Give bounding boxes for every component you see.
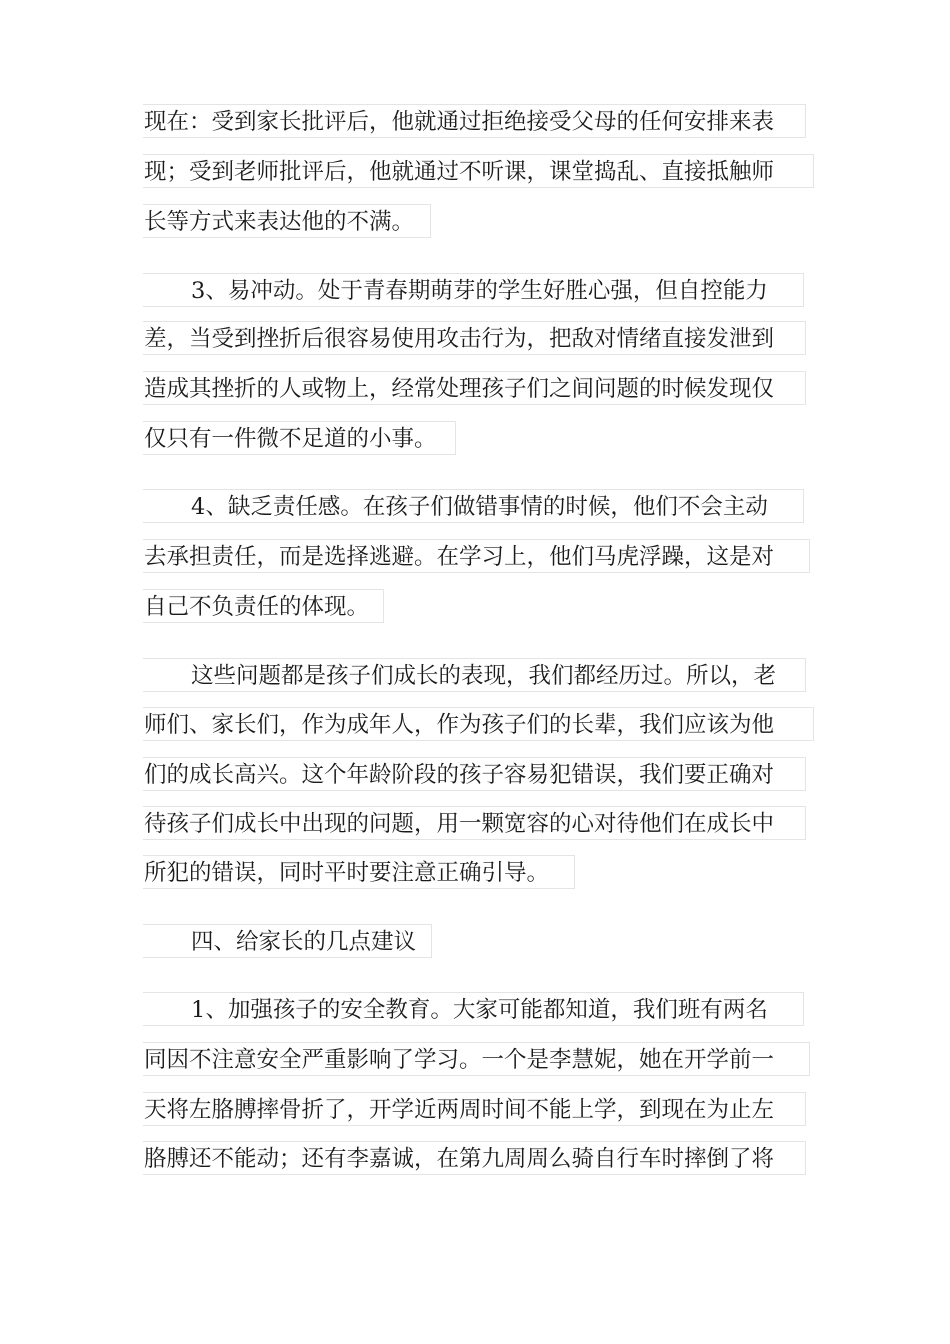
text-line: 所犯的错误，同时平时要注意正确引导。 (143, 855, 575, 889)
text-line: 4、缺乏责任感。在孩子们做错事情的时候，他们不会主动 (143, 489, 804, 523)
text-line: 们的成长高兴。这个年龄阶段的孩子容易犯错误，我们要正确对 (143, 757, 806, 791)
text-line: 师们、家长们，作为成年人，作为孩子们的长辈，我们应该为他 (143, 707, 814, 741)
text-line: 差，当受到挫折后很容易使用攻击行为，把敌对情绪直接发泄到 (143, 321, 806, 355)
text-line: 去承担责任，而是选择逃避。在学习上，他们马虎浮躁，这是对 (143, 539, 810, 573)
text-line: 同因不注意安全严重影响了学习。一个是李慧妮，她在开学前一 (143, 1042, 810, 1076)
text-line: 这些问题都是孩子们成长的表现，我们都经历过。所以，老 (143, 658, 806, 692)
text-line: 胳膊还不能动；还有李嘉诚，在第九周周么骑自行车时摔倒了将 (143, 1141, 806, 1175)
text-line: 仅只有一件微不足道的小事。 (143, 421, 456, 455)
text-line: 1、加强孩子的安全教育。大家可能都知道，我们班有两名 (143, 992, 804, 1026)
text-line: 天将左胳膊摔骨折了，开学近两周时间不能上学，到现在为止左 (143, 1092, 806, 1126)
text-line: 3、易冲动。处于青春期萌芽的学生好胜心强，但自控能力 (143, 273, 804, 307)
heading-line: 四、给家长的几点建议 (143, 924, 432, 958)
text-line: 待孩子们成长中出现的问题，用一颗宽容的心对待他们在成长中 (143, 806, 806, 840)
text-line: 自己不负责任的体现。 (143, 589, 384, 623)
text-line: 现；受到老师批评后，他就通过不听课，课堂捣乱、直接抵触师 (143, 154, 814, 188)
text-line: 长等方式来表达他的不满。 (143, 204, 431, 238)
text-line: 现在：受到家长批评后，他就通过拒绝接受父母的任何安排来表 (143, 104, 806, 138)
text-line: 造成其挫折的人或物上，经常处理孩子们之间问题的时候发现仅 (143, 371, 806, 405)
